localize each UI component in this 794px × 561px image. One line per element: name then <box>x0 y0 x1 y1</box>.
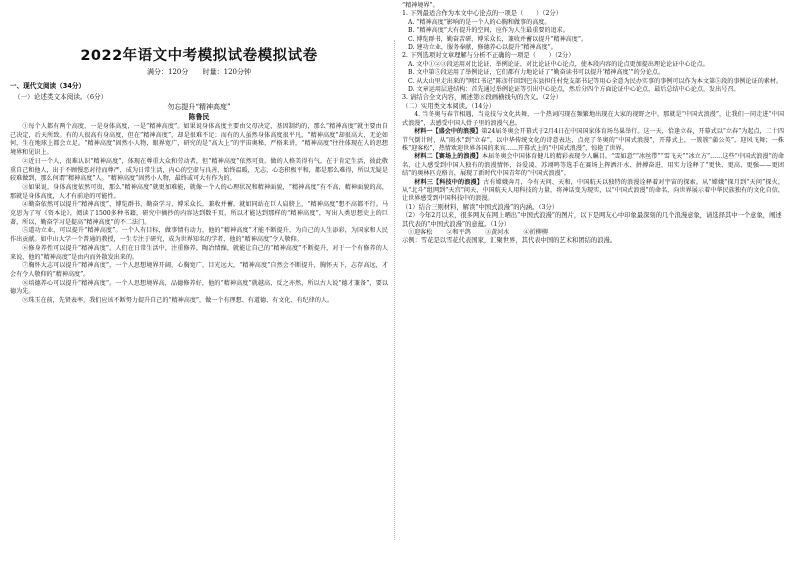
q4-option: ①迎客松 <box>408 228 433 236</box>
article-author: 陈鲁民 <box>188 113 210 121</box>
time-limit: 时量：120分钟 <box>202 68 251 76</box>
question-4-2: （2）今年2月以来，很多网友在网上晒出“中国式浪漫”的图片，以下是网友心中印象最深刻的几个浪漫意象，请选择其中一个意象，阐述其代表的“中国式浪漫”的意蕴。（1分） <box>402 212 782 228</box>
full-score: 满分：120分 <box>147 68 189 76</box>
material-2 <box>402 153 784 178</box>
question-4-1: （1）结合三则材料，解读“中国式浪漫”的内涵。（3分） <box>402 203 559 211</box>
q1-option-a: A. “精神高度”影响的是一个人的心胸和做事的高度。 <box>408 18 551 26</box>
question-3: 3. 请结合全文内容，阐述第⑧段画横线句的含义。（2分） <box>402 94 562 102</box>
q4-option: ②和平鸽 <box>446 228 471 236</box>
example-answer: 示例：雪花是以雪花代表国家，汇聚世界，其代表中国的艺术和团结的浪漫。 <box>402 237 617 245</box>
material-3-text: 古有嫦娥奔月，今有天问、天和，中国航天以独特的浪漫诠释着对宇宙的探索。从“嫦娥”探月到“天问”探火，从“北斗”组网到“天宫”问天，中国航天人用科技的力量，将神话变为现实，以“中国式浪漫”的命名，向世界展示着中华民族独有的文化自信，让世界感受到中国科技中的浪漫。 <box>402 178 784 203</box>
article-paragraph: ④勤奋依然可以提升“精神高度”，博览群书，勤奋学习，博采众长，兼收并蓄。就如同站在巨人肩膀上，“精神高度”想不高都不行。马克思为了写《资本论》，阅读了1500多种书籍，研究中摘抄的内容达到数千页，所以才能达到那样的“精神高度”，写出人类思想史上的巨著，所以，勤奋学习是提高“精神高度”的不二法门。 <box>10 201 388 226</box>
article-paragraph: ⑦胸怀大志可以提升“精神高度”，一个人思想境界开阔，心胸宽广，目光远大，“精神高度”自然会不断提升，胸怀天下，志存高远，才会有令人敬仰的“精神高度”。 <box>10 262 388 278</box>
material-1-label: 材料一【盛会中的浪漫】 <box>414 128 482 136</box>
question-4-intro: 4. 当冬奥与春节相遇，当竞技与文化共舞，一个热词闪现在频繁地出现在大家的视野之中，那就是“中国式浪漫”，让我们一同走进“中国式浪漫”，去感受中国人骨子里的浪漫气息。 <box>402 111 784 127</box>
material-3-label: 材料三【科技中的浪漫】 <box>414 178 484 186</box>
q2-option-b: B. 文中第⑤段运用了举例论证，它们都有力地论证了“勤奋读书可以提升‘精神高度’”的分论点。 <box>408 69 665 77</box>
article-paragraph: ⑧培德养心可以提升“精神高度”。一个人思想境界高，品德修养好，他的“精神高度”就越高，反之亦然，所以古人说“德才兼备”，要以德为先。 <box>10 279 388 296</box>
section-heading: 一、现代文阅读（34分） <box>10 82 86 90</box>
question-2: 2. 下列选项对文章理解与分析不正确的一项是（ ）（2分） <box>402 52 575 60</box>
q4-option: ③黄河水 <box>485 228 510 236</box>
subsection-heading: （一）论述类文本阅读。（6分） <box>14 93 108 101</box>
article-paragraph: ⑤道功立业，可以提升“精神高度”。一个人有目标，做事情有动力，他的“精神高度”才能不断提升，为自己的人生添彩，为国家和人民作出贡献。如中山大学一个普通的教授，一生专注于研究，成为世界知名的学者，他的“精神高度”令人敬仰。 <box>10 227 388 244</box>
material-2-text: 本届冬奥会中国体育健儿的精彩表现令人瞩目。“雪如意”“冰丝带”“雪飞天”“冰立方”……这些“中国式浪漫”的命名，让人感受到中国人独有的浪漫情怀，谷爱凌、苏翊鸣等选手在赛场上挥洒汗水、拼搏奋进，用实力诠释了“更快、更高、更强——更团结”的奥林匹克格言，展现了新时代中国青年的“中国式浪漫”。 <box>402 153 784 178</box>
article-paragraph: ③如果说，身体高度依然可贵，那么“精神高度”就更加难能，就像一个人的心理状况和精神面貌，“精神高度”有不高，精神面貌的高，那就是身体高度，人才有前途的可能性。 <box>10 183 388 200</box>
article-paragraph: ⑥修身养性可以提升“精神高度”。人们在日常生活中，注重修养，陶冶情操，就能让自己的“精神高度”不断提升，对于一个有修养的人来说，他的“精神高度”是由内而外散发出来的。 <box>10 244 388 261</box>
subsection-heading-2: （二）实用类文本阅读。（14分） <box>402 102 496 110</box>
article-title: 勿忘提升“精神高度” <box>167 103 231 111</box>
left-column <box>10 0 388 561</box>
exam-meta <box>10 67 388 77</box>
article-paragraph: ①每个人都有两个高度，一是身体高度，一是“精神高度”。如果说身体高度主要由父母决定、基因制约的，那么“精神高度”就主要由自己决定，后天所致。有的人很高有身高度，但在“精神高度”，却是很难不足；而有的人虽然身体高度很平凡，“精神高度”却很高大，无论如何，生在地球上都会立足。“精神高度”固然小人物，眼界宽广，研究的是“高大上”的宇宙奥秘，严格来讲，“精神高度”往往体现在人的思想境界和见识上。 <box>10 123 388 157</box>
article-paragraph: ⑨珠玉在前，先贤表率，我们应该不断努力提升自己的“精神高度”，做一个有理想、有道德、有文化、有纪律的人。 <box>22 297 334 305</box>
right-column <box>402 0 784 561</box>
q1-option-d: D. 建功立业，服务奉献，修德养心以提升“精神高度”。 <box>408 44 557 52</box>
continued-text: “精神境界”。 <box>402 2 439 9</box>
material-3 <box>402 179 784 204</box>
q2-option-a: A. 文中①②③段运用对比论证、举例论证，对比论证中心论点，使本段内容的论点更加提出理论论证中心论点。 <box>408 60 709 68</box>
material-1 <box>402 128 784 153</box>
material-2-label: 材料二【赛场上的浪漫】 <box>414 153 482 161</box>
q4-option: ④折柳柳 <box>523 228 548 236</box>
question-1: 1. 下列最适合作为本文中心论点的一项是（ ）（2分） <box>402 10 562 18</box>
article-paragraph: ②近日一个人，很难认识“精神高度”，体现在尊重大众和劳动者，但“精神高度”依然可贵。做的人格美得有气，在于肯定生活，彼此敬重自己和他人，出于不顾慢恶对待而尊严，成为日常生活，内心的空虚与良善，始终温暖，无志，心态积极平和，都是那么难得，所以无疑是较难做到，那么何谓“精神高度”人。“精神高度”固然小人物，最终或可大有作为的。 <box>10 157 388 183</box>
column-divider <box>394 40 395 540</box>
q1-option-b: B. “精神高度”大有提升的空间，应作为人生最重要的追求。 <box>408 27 569 35</box>
page-title: 2022年语文中考模拟试卷模拟试卷 <box>80 48 318 64</box>
q2-option-c: C. 从大山里走出来的“网红书记”陈彦仟回到巴东县担任村党支部书记等用心全意为民办实事的事例可以作为本文第⑤段的事例论证的素材。 <box>408 77 783 85</box>
q1-option-c: C. 博览群书，勤奋苦研，博采众长，兼收并蓄以提升“精神高度”。 <box>408 35 588 43</box>
q2-option-d: D. 文章运用层进结构：首先通过举例论证等引出中心论点，然后分四个方面论证中心论点，最后总结中心论点，发出号召。 <box>408 86 740 94</box>
material-1-text: 第24届冬奥会开幕式于2月4日在中国国家体育场鸟巢举行。这一天，恰逢立春，开幕式以“立春”为起点，二十四节气倒计时，从“雨水”到“立春”，以中华传统文化的诗意表达，点亮了冬奥的“中国式浪漫”，开幕式上，一簇簇“蒲公英”，迎风飞舞；一株株“迎客松”，热情欢迎世界各国的来宾……开幕式上的“中国式浪漫”，惊艳了世界。 <box>402 128 784 152</box>
